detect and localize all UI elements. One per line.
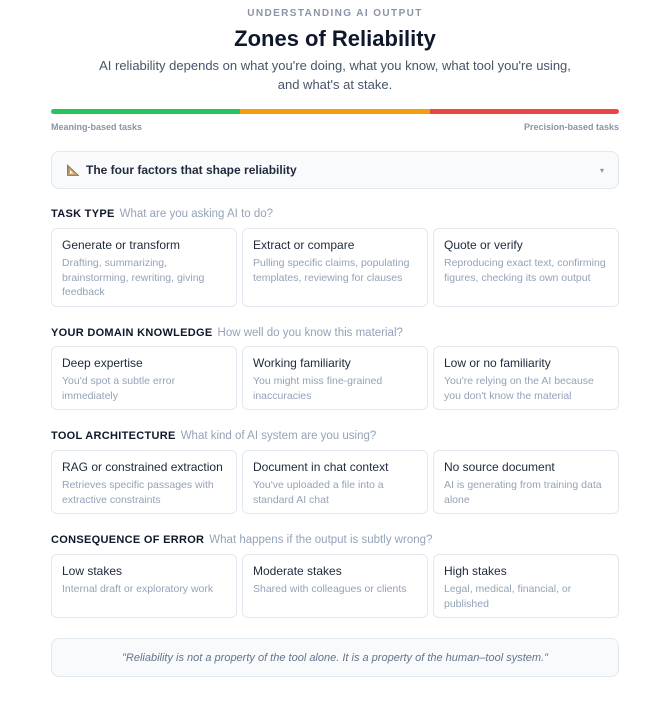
section-key: TASK TYPE bbox=[51, 208, 115, 220]
section-key: TOOL ARCHITECTURE bbox=[51, 430, 176, 442]
reliability-spectrum-bar bbox=[51, 109, 619, 114]
option-description: You've uploaded a file into a standard AI chat bbox=[253, 479, 384, 506]
triangle-ruler-icon bbox=[66, 163, 80, 177]
section-question: What are you asking AI to do? bbox=[119, 208, 274, 220]
option-description: Internal draft or exploratory work bbox=[62, 583, 214, 595]
spectrum-left-label: Meaning-based tasks bbox=[51, 122, 143, 132]
four-factors-toggle[interactable] bbox=[51, 151, 619, 189]
option-card-rag-extraction[interactable] bbox=[51, 450, 237, 514]
option-card-deep-expertise[interactable] bbox=[51, 346, 237, 410]
consequence-options bbox=[51, 554, 619, 618]
spectrum-amber-segment bbox=[240, 109, 429, 114]
option-description: AI is generating from training data alone bbox=[444, 479, 602, 506]
section-question: What kind of AI system are you using? bbox=[180, 430, 377, 442]
option-description: Reproducing exact text, confirming figures, checking its own output bbox=[444, 257, 606, 284]
option-title: Extract or compare bbox=[253, 238, 355, 252]
section-question: What happens if the output is subtly wrong? bbox=[209, 534, 433, 546]
option-description: You'd spot a subtle error immediately bbox=[62, 375, 176, 402]
option-description: Drafting, summarizing, brainstorming, rewriting, giving feedback bbox=[62, 257, 205, 298]
eyebrow: UNDERSTANDING AI OUTPUT bbox=[247, 8, 423, 19]
spectrum-right-label: Precision-based tasks bbox=[523, 122, 619, 132]
page-title: Zones of Reliability bbox=[234, 26, 436, 51]
option-title: Quote or verify bbox=[444, 238, 523, 252]
option-card-moderate-stakes[interactable] bbox=[242, 554, 428, 618]
option-title: Working familiarity bbox=[253, 356, 351, 370]
section-key: YOUR DOMAIN KNOWLEDGE bbox=[51, 327, 213, 339]
section-task-type-header bbox=[51, 208, 619, 220]
option-description: You're relying on the AI because you don't know the material bbox=[444, 375, 594, 402]
chevron-down-icon: ▾ bbox=[599, 165, 604, 175]
option-title: RAG or constrained extraction bbox=[62, 460, 223, 474]
option-card-high-stakes[interactable] bbox=[433, 554, 619, 618]
page-subtitle: AI reliability depends on what you're doing, what you know, what tool you're using, and what's at stake. bbox=[99, 58, 571, 92]
option-card-no-source-document[interactable] bbox=[433, 450, 619, 514]
option-description: You might miss fine-grained inaccuracies bbox=[253, 375, 383, 402]
option-title: High stakes bbox=[444, 564, 507, 578]
option-card-quote-verify[interactable] bbox=[433, 228, 619, 307]
option-title: Document in chat context bbox=[253, 460, 389, 474]
spectrum-green-segment bbox=[51, 109, 240, 114]
section-consequence-header bbox=[51, 534, 619, 546]
option-description: Legal, medical, financial, or published bbox=[444, 583, 572, 610]
option-title: Low or no familiarity bbox=[444, 356, 551, 370]
option-description: Pulling specific claims, populating templates, reviewing for clauses bbox=[253, 257, 410, 284]
section-question: How well do you know this material? bbox=[217, 327, 403, 339]
option-title: No source document bbox=[444, 460, 555, 474]
option-card-document-in-chat[interactable] bbox=[242, 450, 428, 514]
section-key: CONSEQUENCE OF ERROR bbox=[51, 534, 205, 546]
task-type-options bbox=[51, 228, 619, 307]
option-card-generate-transform[interactable] bbox=[51, 228, 237, 307]
option-title: Generate or transform bbox=[62, 238, 181, 252]
option-description: Retrieves specific passages with extractive constraints bbox=[62, 479, 214, 506]
domain-knowledge-options bbox=[51, 346, 619, 410]
option-title: Moderate stakes bbox=[253, 564, 342, 578]
option-description: Shared with colleagues or clients bbox=[253, 583, 407, 595]
option-title: Deep expertise bbox=[62, 356, 143, 370]
option-card-low-stakes[interactable] bbox=[51, 554, 237, 618]
option-title: Low stakes bbox=[62, 564, 123, 578]
option-card-extract-compare[interactable] bbox=[242, 228, 428, 307]
tool-architecture-options bbox=[51, 450, 619, 514]
spectrum-red-segment bbox=[430, 109, 619, 114]
option-card-working-familiarity[interactable] bbox=[242, 346, 428, 410]
section-tool-architecture-header bbox=[51, 430, 619, 442]
option-card-low-familiarity[interactable] bbox=[433, 346, 619, 410]
four-factors-label: The four factors that shape reliability bbox=[86, 163, 297, 177]
closing-quote: "Reliability is not a property of the tool alone. It is a property of the human–tool system." bbox=[51, 638, 619, 677]
section-domain-knowledge-header bbox=[51, 327, 619, 339]
